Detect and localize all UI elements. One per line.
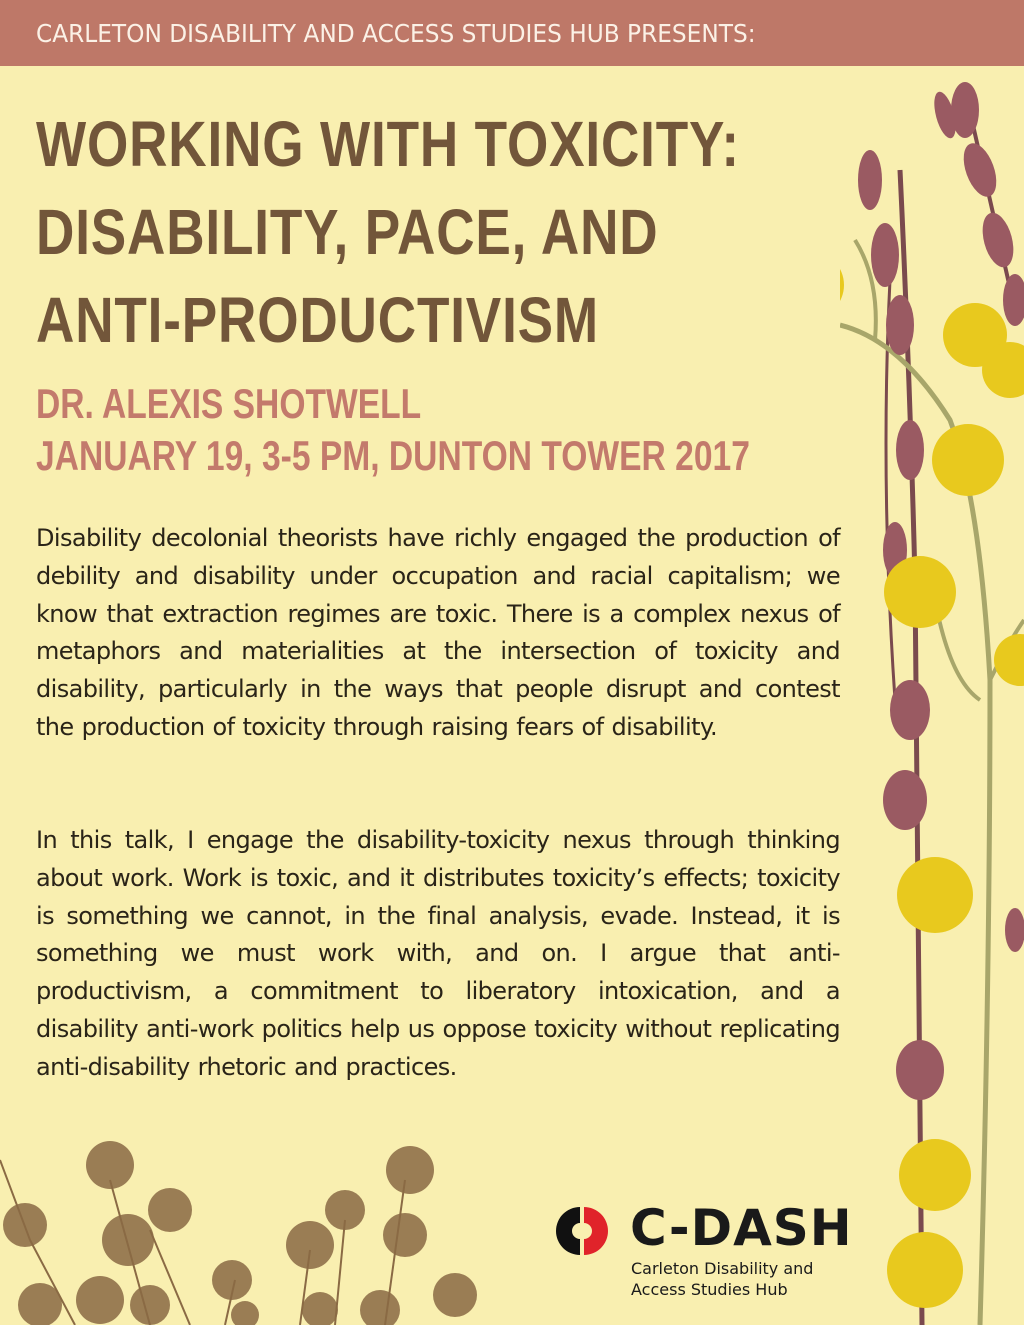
event-details [36, 378, 750, 482]
botanical-decoration-right [840, 80, 1024, 1325]
logo-name: C-DASH [630, 1199, 853, 1257]
c-dash-logo [540, 1200, 860, 1310]
event-date-location: JANUARY 19, 3-5 PM, DUNTON TOWER 2017 [36, 432, 750, 479]
logo-subtitle-line: Carleton Disability and [631, 1259, 814, 1278]
header-bar [0, 0, 1024, 66]
speaker-name: DR. ALEXIS SHOTWELL [36, 380, 422, 427]
logo-subtitle [631, 1258, 813, 1300]
logo-subtitle-line: Access Studies Hub [631, 1280, 788, 1299]
event-title [36, 100, 740, 364]
title-line: WORKING WITH TOXICITY: [36, 108, 740, 180]
abstract-paragraph-1: Disability decolonial theorists have richly engaged the production of debility and disability under occupation and racial capitalism; we know that extraction regimes are toxic. There is a complex nexus of metaphors and materialities at the intersection of toxicity and disability, particularly in the ways that people disrupt and contest the production of toxicity through raising fears of disability. [36, 524, 840, 741]
presenter-line: CARLETON DISABILITY AND ACCESS STUDIES HUB PRESENTS: [36, 18, 756, 48]
title-line: DISABILITY, PACE, AND [36, 196, 659, 268]
title-line: ANTI-PRODUCTIVISM [36, 284, 599, 356]
abstract-paragraph-2: In this talk, I engage the disability-toxicity nexus through thinking about work. Work is toxic, and it distributes toxicity’s effects; toxicity is something we cannot, in the final analysis, evade. Instead, it is something we must work with, and on. I argue that anti-productivism, a commitment to liberatory intoxication, and a disability anti-work politics help us oppose toxicity without replicating anti-disability rhetoric and practices. [36, 826, 840, 1081]
c-dash-logo-icon [540, 1205, 625, 1257]
botanical-decoration-bottom [0, 1120, 540, 1325]
